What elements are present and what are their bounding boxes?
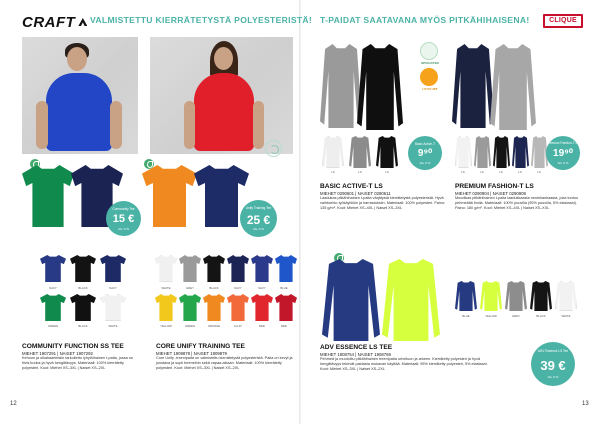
spun-dyed-certificate-icon [420, 42, 438, 60]
swatch-label: BLUE [280, 286, 288, 290]
swatch-label: NAVY [49, 286, 57, 290]
model-blue-tee [46, 73, 112, 151]
clique-logo [543, 14, 583, 28]
swatch-tee [179, 294, 201, 321]
swatch-label: GREEN [48, 324, 58, 328]
product-code: MIEHET 1908754 | NAISET 1908769 [320, 351, 391, 357]
product-code: MIEHET 1907291 | NAISET 1907292 [22, 350, 93, 356]
product-description: Laadukas pitkähihainen t-paita värjätystä kierrätetystä polyesteristä. Hyvä vaihtoehto työkäyttöön ja harrastuksiin. Materiaali: 100% polyesteri. Paino: 135 g/m². Koot: Miehet XS–4XL | Naiset XS–3XL [320, 196, 446, 211]
price-amount: 9⁹⁰ [417, 148, 433, 159]
price-basic-active [408, 136, 442, 170]
swatch-tee [100, 255, 126, 282]
price-vat: Alv. 0 % [557, 161, 569, 165]
price-amount: 25 € [246, 213, 271, 227]
recycle-icon [265, 140, 282, 157]
left-headline: VALMISTETTU KIERRÄTETYSTÄ POLYESTERISTÄ! [90, 15, 313, 25]
right-headline: T-PAIDAT SAATAVANA MYÖS PITKÄHIHAISENA! [320, 15, 530, 25]
logo-mark-icon [78, 18, 87, 26]
swatch-longsleeve [555, 281, 577, 311]
swatch-label: WHITE [561, 314, 571, 318]
swatch-longsleeve [530, 281, 552, 311]
swatch-tee [70, 255, 96, 282]
product-code: MIEHET 1909878 | NAISET 1909879 [156, 350, 227, 356]
swatch-tee [155, 255, 177, 282]
swatch-label: GREY [512, 314, 520, 318]
swatch-tee [275, 255, 297, 282]
price-community [106, 201, 141, 236]
price-vat: Alv. 0 % [118, 227, 129, 231]
leaf-badge-icon [144, 159, 154, 169]
swatch-longsleeve [455, 136, 472, 168]
swatch-tee [251, 294, 273, 321]
product-premium-fashion [455, 183, 583, 211]
swatch-tee [227, 294, 249, 321]
swatch-label: LS [537, 170, 541, 174]
adv-yellow-longsleeve [382, 259, 440, 341]
product-title: COMMUNITY FUNCTION SS TEE [22, 343, 124, 350]
swatch-label: GREY [186, 286, 194, 290]
swatch-tee [70, 294, 96, 321]
model-head [67, 47, 87, 71]
photo-unify-model [150, 37, 293, 154]
model-arm-right [253, 101, 264, 149]
price-amount: 19⁹⁰ [553, 148, 573, 159]
swatch-tee [227, 255, 249, 282]
premium-navy-longsleeve [452, 44, 494, 128]
adv-blue-longsleeve [322, 259, 380, 341]
unify-orange-tee [142, 165, 197, 227]
model-red-tee [194, 73, 254, 151]
swatch-label: BLACK [78, 286, 88, 290]
swatch-label: FLUO [234, 324, 242, 328]
price-vat: Alv. 0 % [253, 227, 264, 231]
sun-certificate-icon [420, 68, 438, 86]
swatch-longsleeve [505, 281, 527, 311]
product-code: MIEHET 0290601 | NAISET 0290611 [320, 190, 391, 196]
swatch-tee [203, 255, 225, 282]
product-description: Core Unify -treenipaita on valmistettu kierrätetystä polyesteristä. Paita on kevyt ja joustava ja sopii treeneihin sekä vapaa-aikaan. Materiaali: 100% kierrätetty polyesteri. Koot: Miehet XS–3XL | Naiset XS–2XL [156, 356, 293, 371]
swatch-longsleeve [474, 136, 491, 168]
price-label: ADV Essence LS Tee [537, 349, 569, 353]
price-label: Premium Fashion-T LS [546, 141, 580, 145]
swatch-tee [100, 294, 126, 321]
swatch-label: RED [281, 324, 287, 328]
product-adv-essence [320, 344, 490, 372]
price-label: Basic Active-T [414, 142, 436, 146]
swatch-label: NAVY [109, 286, 117, 290]
swatch-tee [275, 294, 297, 321]
swatch-label: NAVY [234, 286, 242, 290]
price-vat: Alv. 0 % [547, 375, 559, 379]
spun-dyed-label: SPUN-DYED [421, 61, 439, 65]
community-green-tee [22, 165, 74, 227]
swatch-label: WHITE [108, 324, 118, 328]
product-title: ADV ESSENCE LS TEE [320, 344, 393, 351]
product-description: Pehmeä ja muotoiltu pitkähihainen treenipaita urheiluun ja arkeen. Kierrätetty polyesteri ja hyvä hengittävyys tekevät paidasta mukavan käyttää. Materiaali: 95% kierrätetty polyesteri, 5% elastaani. Koot: Miehet XS–3XL | Naiset XS–2XL [320, 357, 488, 372]
page-number-left: 12 [10, 401, 17, 407]
swatch-tee [251, 255, 273, 282]
model-arm-left [184, 101, 195, 149]
swatch-label: RED [259, 324, 265, 328]
swatch-tee [40, 255, 66, 282]
page-spine [299, 0, 301, 424]
swatch-label: LS [331, 170, 335, 174]
price-label: Community Tee [112, 207, 135, 211]
product-basic-active [320, 183, 450, 211]
swatch-label: WHITE [161, 286, 171, 290]
model-arm-left [36, 101, 48, 149]
basic-grey-longsleeve [320, 44, 362, 128]
product-core-unify [156, 343, 294, 371]
swatch-label: LS [518, 170, 522, 174]
product-description: Muodikas pitkähihainen t-paita laadukkaasta neulekankaasta, joka tuntuu pehmeältä iholla. Materiaali: 100% puuvilla (95% puuvilla, 5% elastaani). Paino: 180 g/m². Koot: Miehet XS–4XL | Naiset XS–XXL [455, 196, 579, 211]
uv-label: UV 50 UPF [422, 87, 438, 91]
product-title: CORE UNIFY TRAINING TEE [156, 343, 245, 350]
basic-black-longsleeve [357, 44, 403, 130]
swatch-label: YELLOW [485, 314, 497, 318]
page-number-right: 13 [582, 401, 589, 407]
premium-grey-longsleeve [490, 44, 536, 130]
swatch-tee [203, 294, 225, 321]
product-community [22, 343, 140, 371]
model-arm-right [110, 101, 122, 149]
swatch-label: LS [385, 170, 389, 174]
model-head [214, 47, 233, 70]
swatch-longsleeve [512, 136, 529, 168]
swatch-label: BLACK [78, 324, 88, 328]
price-unify [240, 200, 277, 237]
swatch-label: YELLOW [160, 324, 172, 328]
price-amount: 15 € [112, 213, 135, 225]
swatch-label: LS [358, 170, 362, 174]
swatch-longsleeve [376, 136, 398, 168]
swatch-label: LS [480, 170, 484, 174]
swatch-tee [155, 294, 177, 321]
product-title: BASIC ACTIVE-T LS [320, 183, 383, 190]
swatch-label: GREEN [185, 324, 195, 328]
swatch-label: BLACK [536, 314, 546, 318]
swatch-longsleeve [349, 136, 371, 168]
craft-logo [22, 14, 87, 31]
swatch-tee [179, 255, 201, 282]
product-description: Kehoon ja olkakaarteisiin tarkoitettu lyhythihainen t-paita, jossa on tiivis kudos ja hyvä hengittävyys. Materiaali: 100% kierrätetty polyesteri. Koot: Miehet XS–3XL | Naiset XS–2XL [22, 356, 134, 371]
product-code: MIEHET 0290904 | NAISET 0290909 [455, 190, 526, 196]
price-vat: Alv. 0 % [419, 161, 431, 165]
logo-text: CRAFT [22, 14, 76, 31]
price-adv-essence [531, 342, 575, 386]
swatch-label: NAVY [258, 286, 266, 290]
price-premium-fashion [546, 136, 580, 170]
clique-text: CLIQUE [545, 16, 581, 26]
price-label: Unify Training Tee [245, 206, 272, 210]
swatch-longsleeve [322, 136, 344, 168]
photo-community-model [22, 37, 138, 154]
product-title: PREMIUM FASHION-T LS [455, 183, 534, 190]
swatch-label: LS [499, 170, 503, 174]
swatch-label: LS [461, 170, 465, 174]
swatch-label: ORANGE [207, 324, 221, 328]
swatch-longsleeve [493, 136, 510, 168]
swatch-longsleeve [480, 281, 502, 311]
price-amount: 39 € [540, 358, 566, 373]
swatch-label: BLUE [462, 314, 470, 318]
swatch-tee [40, 294, 66, 321]
swatch-longsleeve [455, 281, 477, 311]
swatch-label: BLACK [209, 286, 219, 290]
